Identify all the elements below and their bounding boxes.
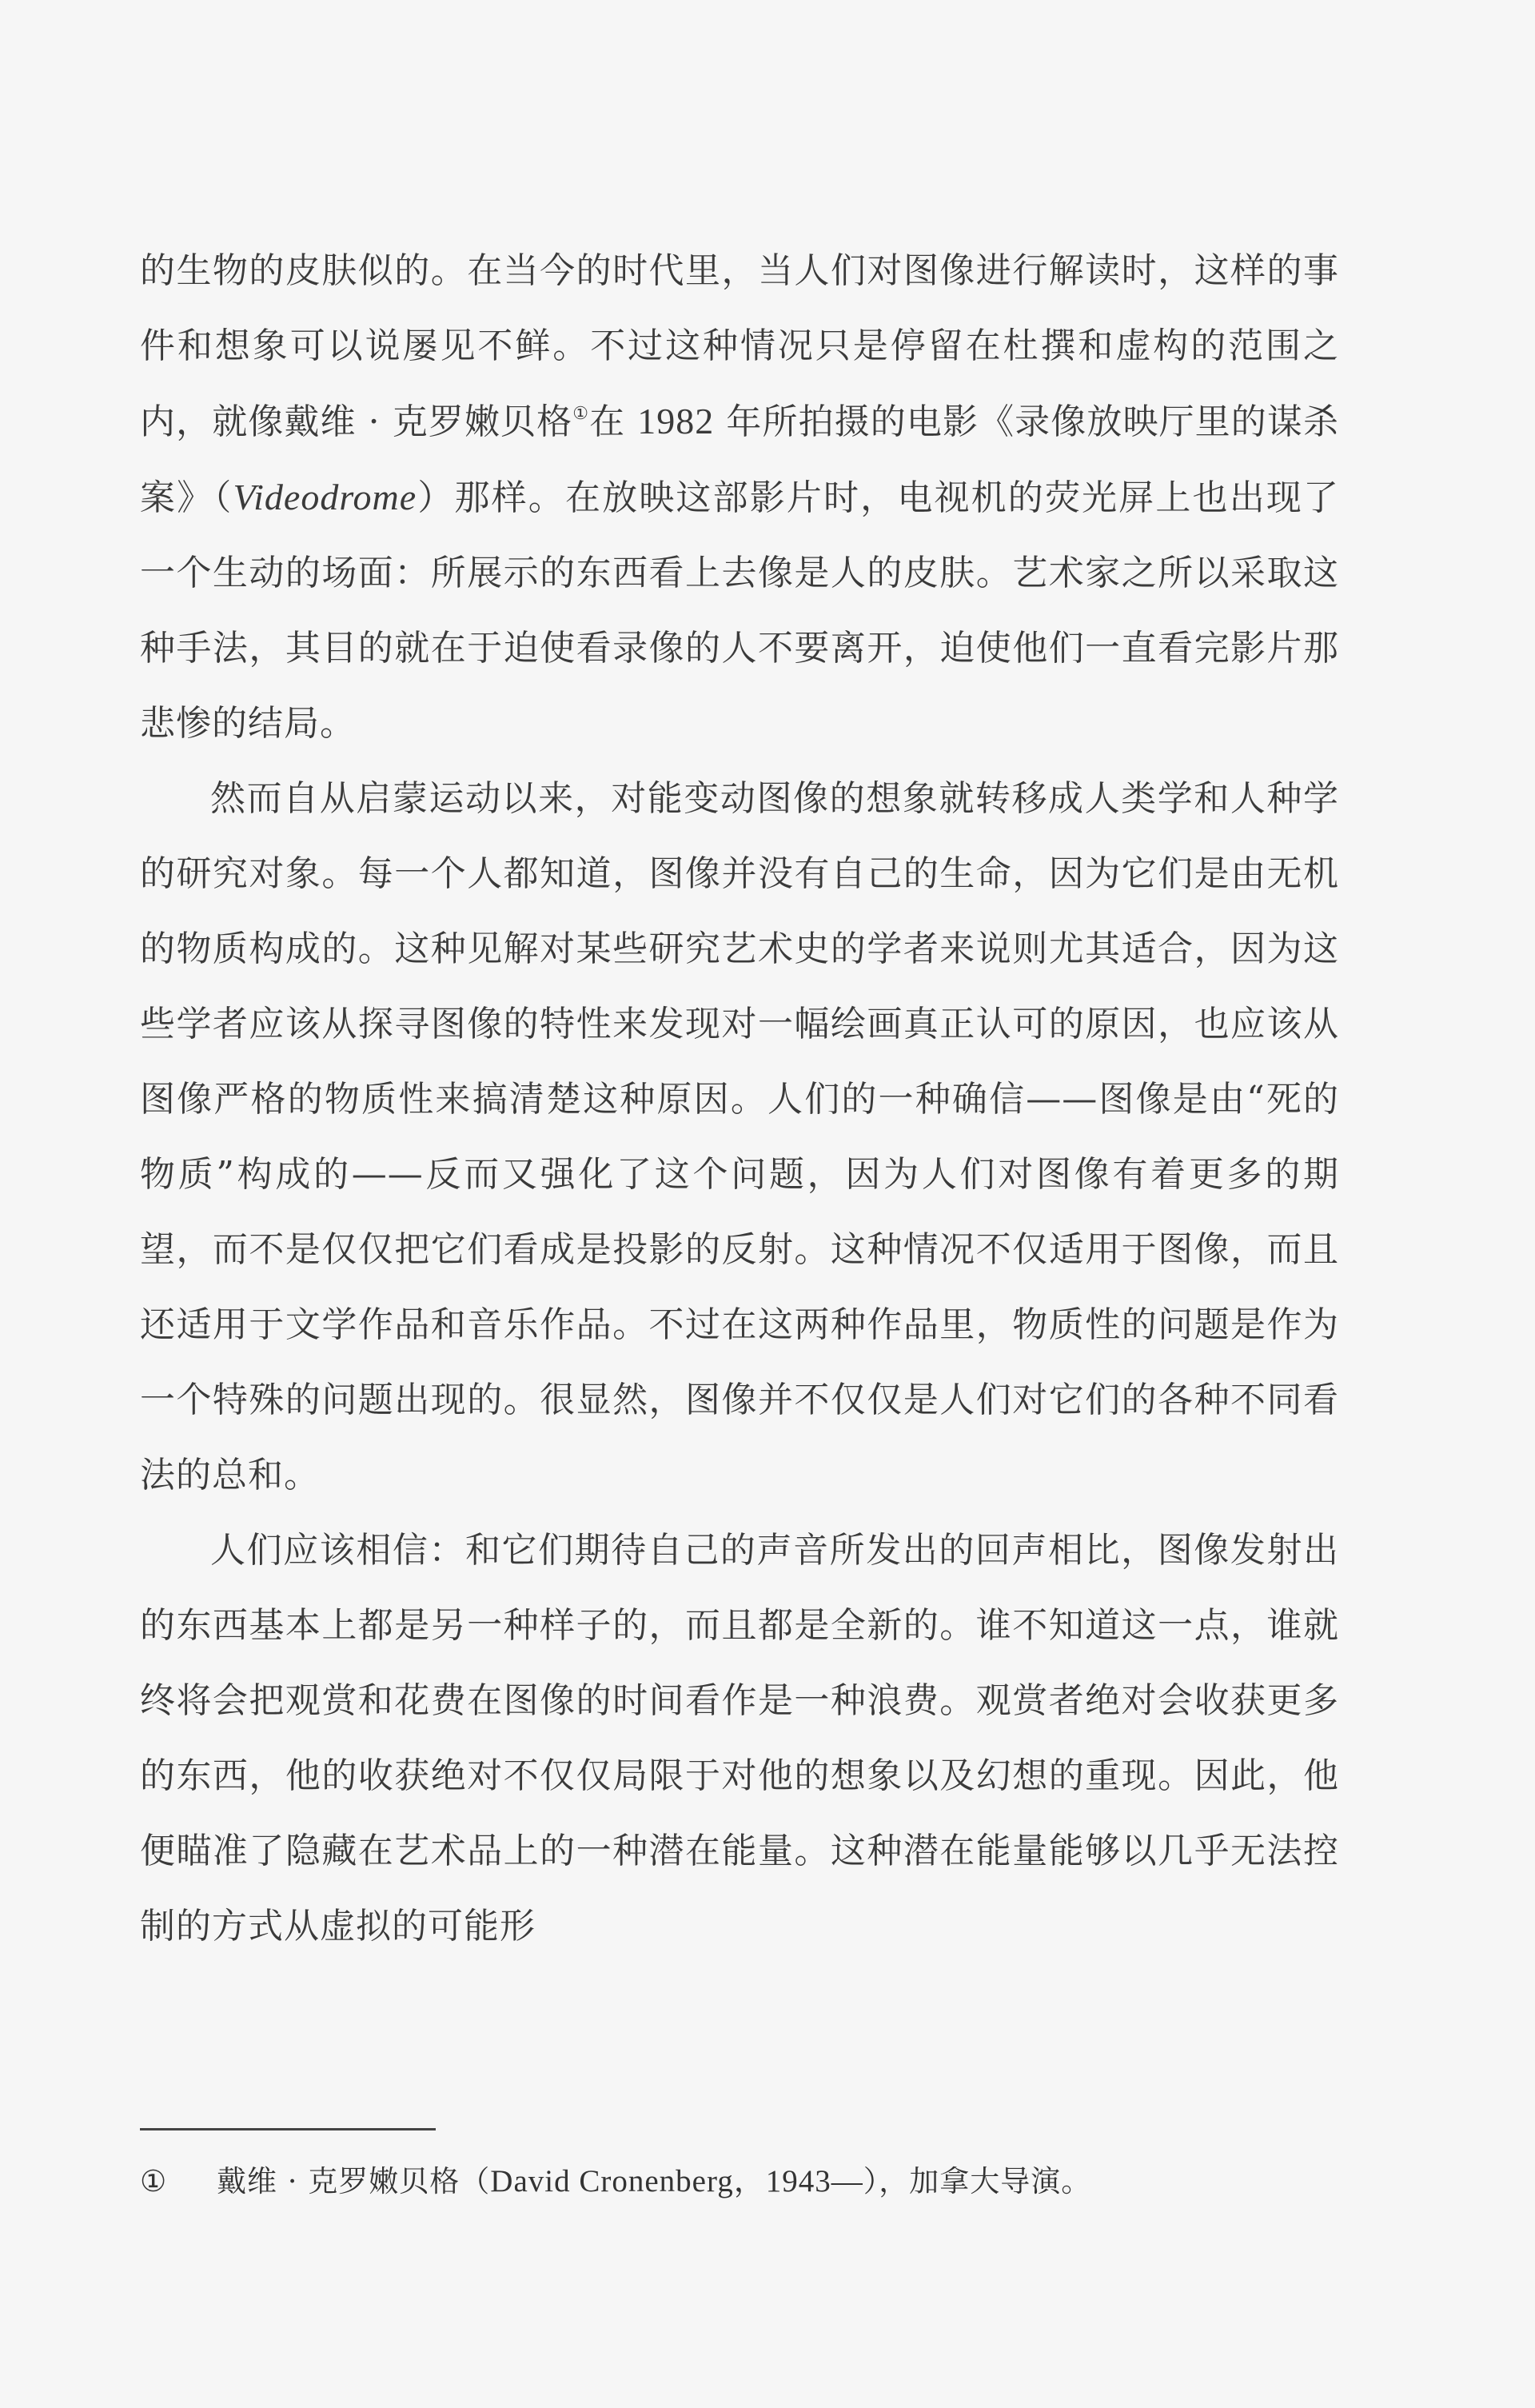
film-title: Videodrome — [233, 477, 417, 517]
paragraph-1-part-1: 的生物的皮肤似的。在当今的时代里，当人们对图像进行解读时，这样的事件和想象可以说屡见不鲜。不过这种情况只是停留在杜撰和虚构的范围之内，就像戴维 · 克罗嫩贝格 — [140, 250, 1339, 442]
footnote-tail: ），加拿大导演。 — [863, 2164, 1092, 2198]
footnote — [140, 2159, 1339, 2204]
footnote-name-cn: 戴维 · 克罗嫩贝格（ — [217, 2164, 491, 2198]
paragraph-3: 人们应该相信：和它们期待自己的声音所发出的回声相比，图像发射出的东西基本上都是另一种样子的，而且都是全新的。谁不知道这一点，谁就终将会把观赏和花费在图像的时间看作是一种浪费。观赏者绝对会收获更多的东西，他的收获绝对不仅仅局限于对他的想象以及幻想的重现。因此，他便瞄准了隐藏在艺术品上的一种潜在能量。这种潜在能量能够以几乎无法控制的方式从虚拟的可能形 — [140, 1530, 1339, 1947]
footnote-mark: ① — [140, 2164, 168, 2198]
paragraph-1-part-2: 在 — [589, 401, 638, 442]
paragraph-1-part-4: ）那样。在放映这部影片时，电视机的荧光屏上也出现了一个生动的场面：所展示的东西看上去像是人的皮肤。艺术家之所以采取这种手法，其目的就在于迫使看录像的人不要离开，迫使他们一直看完影片那悲惨的结局。 — [140, 477, 1340, 744]
year-text: 1982 — [637, 401, 715, 441]
paragraph-1-part-3: 年所拍摄的电影《录像放映厅里的谋杀案》（ — [140, 401, 1339, 518]
body-text — [140, 234, 1339, 1964]
footnote-name-en: David Cronenberg，1943— — [490, 2164, 863, 2198]
paragraph-1 — [140, 234, 1339, 761]
paragraph-2: 然而自从启蒙运动以来，对能变动图像的想象就转移成人类学和人种学的研究对象。每一个人都知道，图像并没有自己的生命，因为它们是由无机的物质构成的。这种见解对某些研究艺术史的学者来说则尤其适合，因为这些学者应该从探寻图像的特性来发现对一幅绘画真正认可的原因，也应该从图像严格的物质性来搞清楚这种原因。人们的一种确信——图像是由“死的物质”构成的——反而又强化了这个问题，因为人们对图像有着更多的期望，而不是仅仅把它们看成是投影的反射。这种情况不仅适用于图像，而且还适用于文学作品和音乐作品。不过在这两种作品里，物质性的问题是作为一个特殊的问题出现的。很显然，图像并不仅仅是人们对它们的各种不同看法的总和。 — [140, 778, 1339, 1496]
footnote-divider — [140, 2128, 436, 2130]
footnote-reference: ① — [572, 404, 590, 424]
